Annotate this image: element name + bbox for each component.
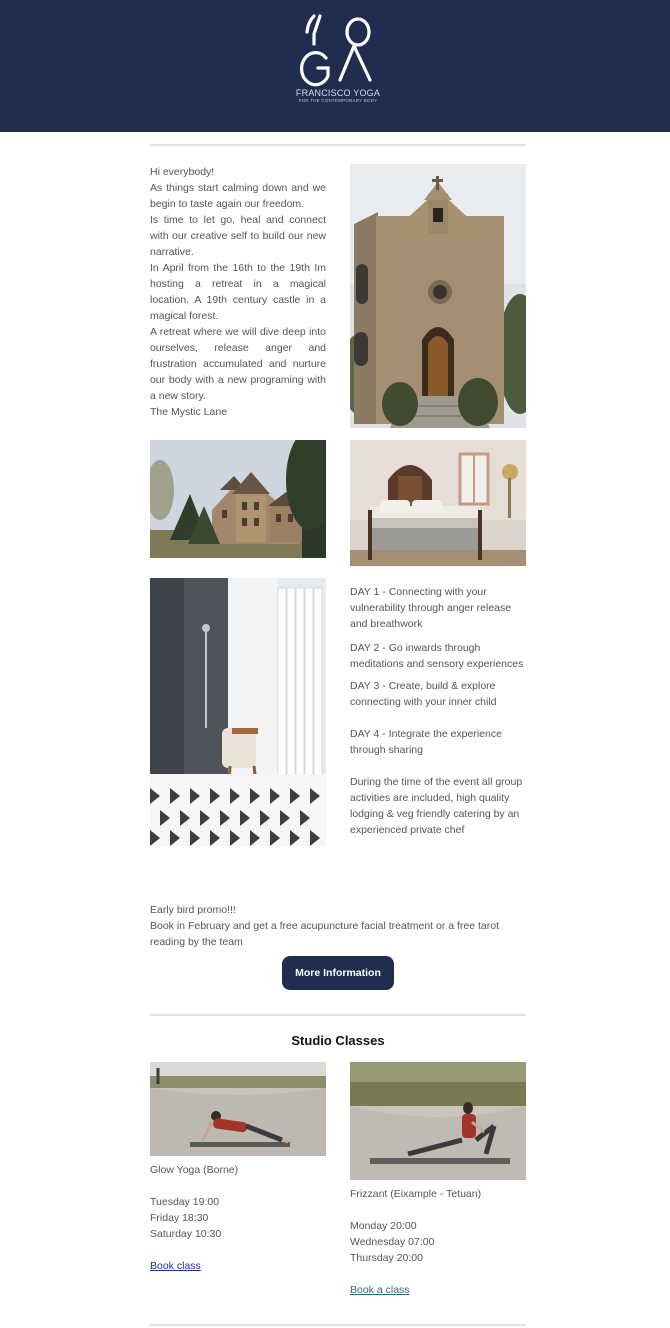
studio-classes-title: Studio Classes: [291, 1033, 385, 1048]
intro-line: As things start calming down and we begin to taste again our freedom.: [150, 182, 326, 210]
yoga-monogram-logo-icon: [280, 10, 390, 120]
class-schedule: [350, 1218, 526, 1266]
bathroom-photo: [150, 578, 326, 846]
included-text: During the time of the event all group activities are included, high quality lodging & veg friendly catering by an experienced private chef: [350, 776, 523, 836]
day-1-text: DAY 1 - Connecting with your vulnerability through anger release and breathwork: [350, 586, 512, 630]
class-time: Thursday 20:00: [350, 1252, 423, 1264]
day-3-text: DAY 3 - Create, build & explore connecting with your inner child: [350, 680, 497, 708]
intro-line: In April from the 16th to the 19th Im hosting a retreat in a magical location. A 19th century castle in a magical forest.: [150, 262, 326, 322]
brand-tagline: FOR THE CONTEMPORARY BODY: [298, 98, 378, 103]
intro-line: Is time to let go, heal and connect with our creative self to build our new narrative.: [150, 214, 326, 258]
class-time: Saturday 10:30: [150, 1228, 222, 1240]
frizzant-photo: [350, 1062, 526, 1180]
intro-line: The Mystic Lane: [150, 406, 228, 418]
bedroom-photo: [350, 440, 526, 566]
chapel-photo: [350, 164, 526, 428]
more-information-button[interactable]: More Information: [282, 956, 394, 990]
intro-line: A retreat where we will dive deep into ourselves, release anger and frustration accumulated and nurture our body with a new programing with a new story.: [150, 326, 326, 402]
day-4-text: DAY 4 - Integrate the experience through sharing: [350, 728, 502, 756]
promo-title: Early bird promo!!!: [150, 904, 236, 916]
class-time: Tuesday 19:00: [150, 1196, 220, 1208]
promo-block: [150, 902, 526, 950]
divider: [150, 1014, 526, 1016]
divider: [150, 1324, 526, 1326]
brand-name: FRANCISCO YOGA: [295, 88, 381, 98]
intro-line: Hi everybody!: [150, 166, 215, 178]
class-time: Monday 20:00: [350, 1220, 417, 1232]
class-name: Frizzant (Eixample - Tetuan): [350, 1188, 482, 1200]
glow-yoga-photo: [150, 1062, 326, 1156]
day-2-text: DAY 2 - Go inwards through meditations and sensory experiences: [350, 642, 524, 670]
divider: [150, 144, 526, 146]
promo-text: Book in February and get a free acupuncture facial treatment or a free tarot reading by the team: [150, 920, 500, 948]
book-class-link[interactable]: Book class: [150, 1260, 201, 1272]
class-schedule: [150, 1194, 326, 1242]
book-a-class-link[interactable]: Book a class: [350, 1284, 410, 1296]
class-name: Glow Yoga (Borne): [150, 1164, 239, 1176]
castle-photo: [150, 440, 326, 558]
email-header: [0, 0, 670, 132]
intro-text: [150, 164, 326, 420]
class-time: Wednesday 07:00: [350, 1236, 435, 1248]
class-time: Friday 18:30: [150, 1212, 209, 1224]
